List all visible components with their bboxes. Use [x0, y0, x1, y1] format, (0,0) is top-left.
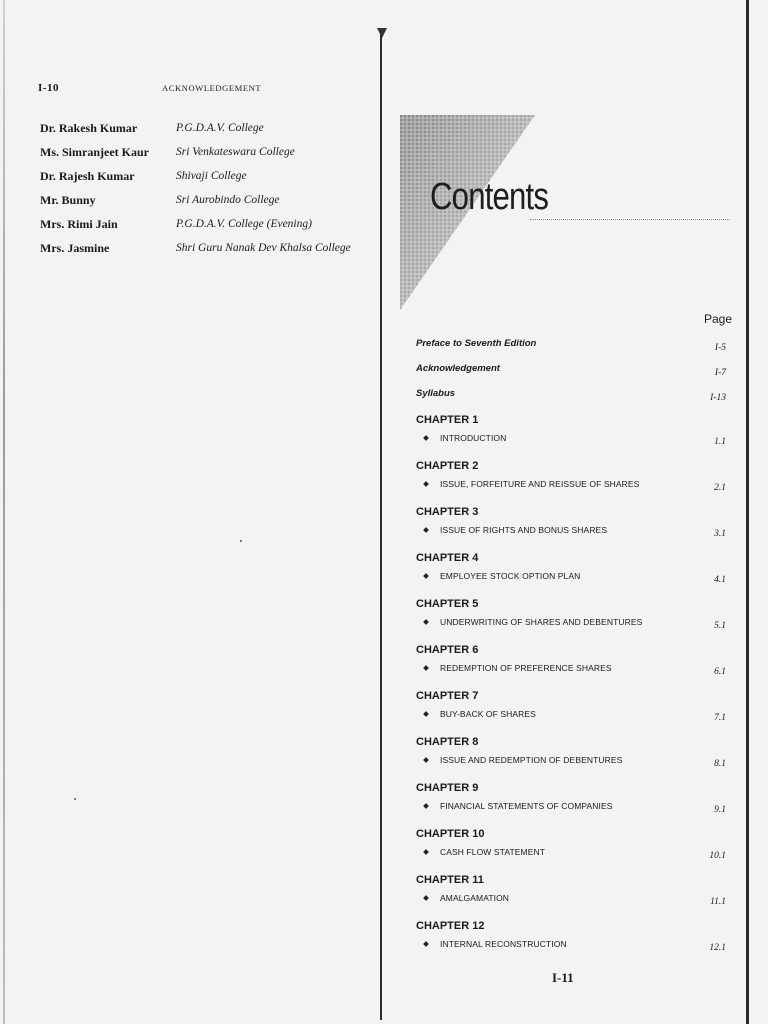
- college-name: Shivaji College: [176, 170, 247, 182]
- chapter-entry: [416, 937, 726, 951]
- page-number-right: I-11: [552, 970, 574, 985]
- toc-chapter[interactable]: [416, 871, 726, 917]
- chapter-label: CHAPTER 12: [416, 920, 485, 932]
- contents-title: Contents: [430, 176, 549, 218]
- toc-item-title: Syllabus: [416, 388, 456, 399]
- toc-page-number: I-13: [710, 393, 726, 403]
- toc-front-matter-item[interactable]: [416, 386, 726, 411]
- toc-page-number: 12.1: [709, 943, 726, 953]
- page-number-left: I-10: [38, 82, 59, 94]
- chapter-entry: [416, 477, 726, 491]
- chapter-entry: [416, 753, 726, 767]
- chapter-title: BUY-BACK OF SHARES: [440, 709, 536, 719]
- toc-chapter[interactable]: [416, 457, 726, 503]
- toc-item-title: Acknowledgement: [416, 363, 500, 374]
- chapter-entry: [416, 799, 726, 813]
- chapter-entry: [416, 431, 726, 445]
- chapter-title: FINANCIAL STATEMENTS OF COMPANIES: [440, 801, 613, 811]
- toc-chapter[interactable]: [416, 503, 726, 549]
- diamond-bullet-icon: [423, 435, 429, 441]
- right-page: [382, 0, 746, 1024]
- diamond-bullet-icon: [423, 711, 429, 717]
- toc-page-number: 9.1: [714, 805, 726, 815]
- chapter-entry: [416, 569, 726, 583]
- toc-chapter[interactable]: [416, 411, 726, 457]
- diamond-bullet-icon: [423, 941, 429, 947]
- person-name: Ms. Simranjeet Kaur: [40, 144, 149, 159]
- person-name: Mrs. Jasmine: [40, 240, 110, 255]
- chapter-label: CHAPTER 3: [416, 506, 479, 518]
- person-name: Mrs. Rimi Jain: [40, 216, 118, 231]
- toc-page-number: 1.1: [714, 437, 726, 447]
- toc-page-number: 10.1: [709, 851, 726, 861]
- chapter-title: REDEMPTION OF PREFERENCE SHARES: [440, 663, 612, 673]
- college-name: Shri Guru Nanak Dev Khalsa College: [176, 242, 351, 254]
- table-of-contents: [416, 336, 726, 963]
- diamond-bullet-icon: [423, 481, 429, 487]
- college-name: P.G.D.A.V. College: [176, 122, 264, 134]
- toc-page-number: 7.1: [714, 713, 726, 723]
- chapter-label: CHAPTER 7: [416, 690, 479, 702]
- diamond-bullet-icon: [423, 803, 429, 809]
- college-name: Sri Aurobindo College: [176, 194, 280, 206]
- toc-page-number: 2.1: [714, 483, 726, 493]
- college-name: Sri Venkateswara College: [176, 146, 295, 158]
- chapter-entry: [416, 845, 726, 859]
- chapter-title: INTRODUCTION: [440, 433, 507, 443]
- acknowledgement-row: [40, 116, 351, 140]
- chapter-entry: [416, 707, 726, 721]
- acknowledgement-row: [40, 236, 351, 260]
- chapter-title: AMALGAMATION: [440, 893, 510, 903]
- title-rule: [530, 219, 730, 220]
- toc-page-number: 8.1: [714, 759, 726, 769]
- chapter-label: CHAPTER 9: [416, 782, 479, 794]
- diamond-bullet-icon: [423, 895, 429, 901]
- toc-page-number: 6.1: [714, 667, 726, 677]
- left-page: [0, 0, 378, 1024]
- chapter-entry: [416, 523, 726, 537]
- person-name: Mr. Bunny: [40, 192, 96, 207]
- acknowledgement-row: [40, 140, 351, 164]
- diamond-bullet-icon: [423, 573, 429, 579]
- chapter-title: INTERNAL RECONSTRUCTION: [440, 939, 567, 949]
- college-name: P.G.D.A.V. College (Evening): [176, 218, 312, 230]
- toc-page-number: I-7: [714, 368, 726, 378]
- diamond-bullet-icon: [423, 665, 429, 671]
- toc-page-number: I-5: [714, 343, 726, 353]
- toc-page-number: 11.1: [710, 897, 726, 907]
- toc-item-title: Preface to Seventh Edition: [416, 338, 537, 349]
- toc-chapter[interactable]: [416, 595, 726, 641]
- toc-front-matter-item[interactable]: [416, 361, 726, 386]
- toc-page-number: 3.1: [714, 529, 726, 539]
- chapter-title: EMPLOYEE STOCK OPTION PLAN: [440, 571, 581, 581]
- chapter-entry: [416, 891, 726, 905]
- chapter-label: CHAPTER 2: [416, 460, 479, 472]
- chapter-entry: [416, 615, 726, 629]
- chapter-label: CHAPTER 4: [416, 552, 479, 564]
- running-head: ACKNOWLEDGEMENT: [162, 83, 262, 93]
- chapter-label: CHAPTER 11: [416, 874, 484, 886]
- acknowledgement-row: [40, 164, 351, 188]
- toc-page-number: 4.1: [714, 575, 726, 585]
- diamond-bullet-icon: [423, 527, 429, 533]
- chapter-title: ISSUE, FORFEITURE AND REISSUE OF SHARES: [440, 479, 640, 489]
- toc-chapter[interactable]: [416, 687, 726, 733]
- acknowledgement-list: [40, 116, 351, 260]
- chapter-title: CASH FLOW STATEMENT: [440, 847, 546, 857]
- person-name: Dr. Rajesh Kumar: [40, 168, 135, 183]
- diamond-bullet-icon: [423, 619, 429, 625]
- print-speck: [74, 798, 76, 800]
- acknowledgement-row: [40, 212, 351, 236]
- chapter-title: ISSUE OF RIGHTS AND BONUS SHARES: [440, 525, 608, 535]
- diamond-bullet-icon: [423, 849, 429, 855]
- toc-chapter[interactable]: [416, 779, 726, 825]
- diamond-bullet-icon: [423, 757, 429, 763]
- page-edge-right: [746, 0, 749, 1024]
- chapter-entry: [416, 661, 726, 675]
- chapter-title: ISSUE AND REDEMPTION OF DEBENTURES: [440, 755, 623, 765]
- toc-page-number: 5.1: [714, 621, 726, 631]
- chapter-label: CHAPTER 8: [416, 736, 479, 748]
- toc-chapter[interactable]: [416, 549, 726, 595]
- toc-chapter[interactable]: [416, 641, 726, 687]
- print-speck: [240, 540, 242, 542]
- chapter-label: CHAPTER 5: [416, 598, 479, 610]
- person-name: Dr. Rakesh Kumar: [40, 120, 138, 135]
- toc-chapter[interactable]: [416, 825, 726, 871]
- page-column-header: Page: [704, 312, 733, 326]
- toc-chapter[interactable]: [416, 917, 726, 963]
- chapter-label: CHAPTER 10: [416, 828, 485, 840]
- toc-chapter[interactable]: [416, 733, 726, 779]
- chapter-label: CHAPTER 1: [416, 414, 479, 426]
- toc-front-matter-item[interactable]: [416, 336, 726, 361]
- chapter-label: CHAPTER 6: [416, 644, 479, 656]
- chapter-title: UNDERWRITING OF SHARES AND DEBENTURES: [440, 617, 643, 627]
- acknowledgement-row: [40, 188, 351, 212]
